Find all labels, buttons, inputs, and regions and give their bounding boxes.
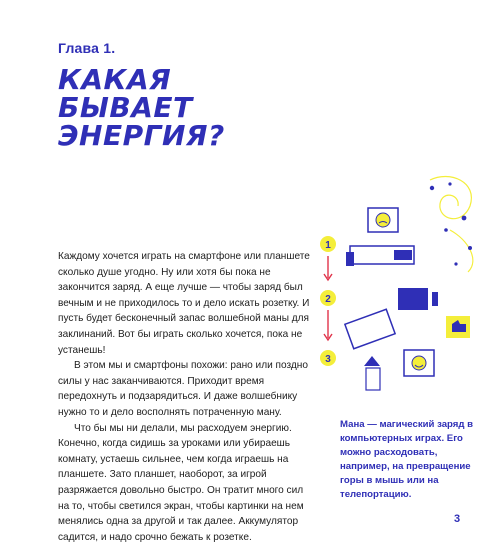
step-two [320, 288, 470, 349]
paragraph: Каждому хочется играть на смартфоне или планшете сколько душе угодно. Ну или хотя бы пока не закончится заряд. А еще лучше — чтобы заряд был вечным и не приходилось то и дело искать розетку. И пусть будет бесконечный запас волшебной маны для заклинаний. Вот бы играть сколько хочется, пока не устанешь! [58, 251, 310, 356]
paragraph: Что бы мы ни делали, мы расходуем энергию. Конечно, когда сидишь за уроками или убираешь комнату, устаешь сильнее, чем когда играешь на планшете. Зато планшет, наоборот, за игрой разряжается довольно быстро. Он тратит много сил на то, чтобы светился экран, чтобы картинки на нем менялись одна за другой и так далее. Аккумулятор садится, и надо срочно бежать к розетке. [58, 422, 304, 543]
swirl-decoration [430, 176, 473, 272]
charging-device [398, 288, 428, 310]
body-text [58, 249, 314, 545]
pixel-mountain [345, 309, 395, 348]
page-number: 3 [454, 513, 461, 525]
step-number: 1 [325, 240, 331, 251]
chapter-label: Глава 1. [58, 40, 116, 56]
paragraph: В этом мы и смартфоны похожи: рано или поздно силы у нас заканчиваются. Приходит время передохнуть и подзарядиться. И даже волшебнику нужно то и дело восполнять потраченную ману. [58, 360, 308, 418]
title-line: БЫВАЕТ [58, 91, 193, 124]
title-line: КАКАЯ [58, 63, 172, 96]
step-three [320, 350, 434, 390]
step-number: 2 [325, 294, 331, 305]
chapter-title [58, 63, 248, 152]
title-line: ЭНЕРГИЯ? [58, 119, 225, 152]
sad-face-icon [376, 213, 390, 227]
mana-caption: Мана — магический заряд в компьютерных играх. Его можно расходовать, например, на превращение горы в мышь или на телепортацию. [340, 419, 474, 500]
wizard-figure [366, 368, 380, 390]
happy-face-icon [412, 356, 426, 370]
mana-illustration [300, 160, 488, 400]
wizard-hat [364, 356, 380, 366]
step-one [320, 208, 414, 266]
step-number: 3 [325, 354, 331, 365]
